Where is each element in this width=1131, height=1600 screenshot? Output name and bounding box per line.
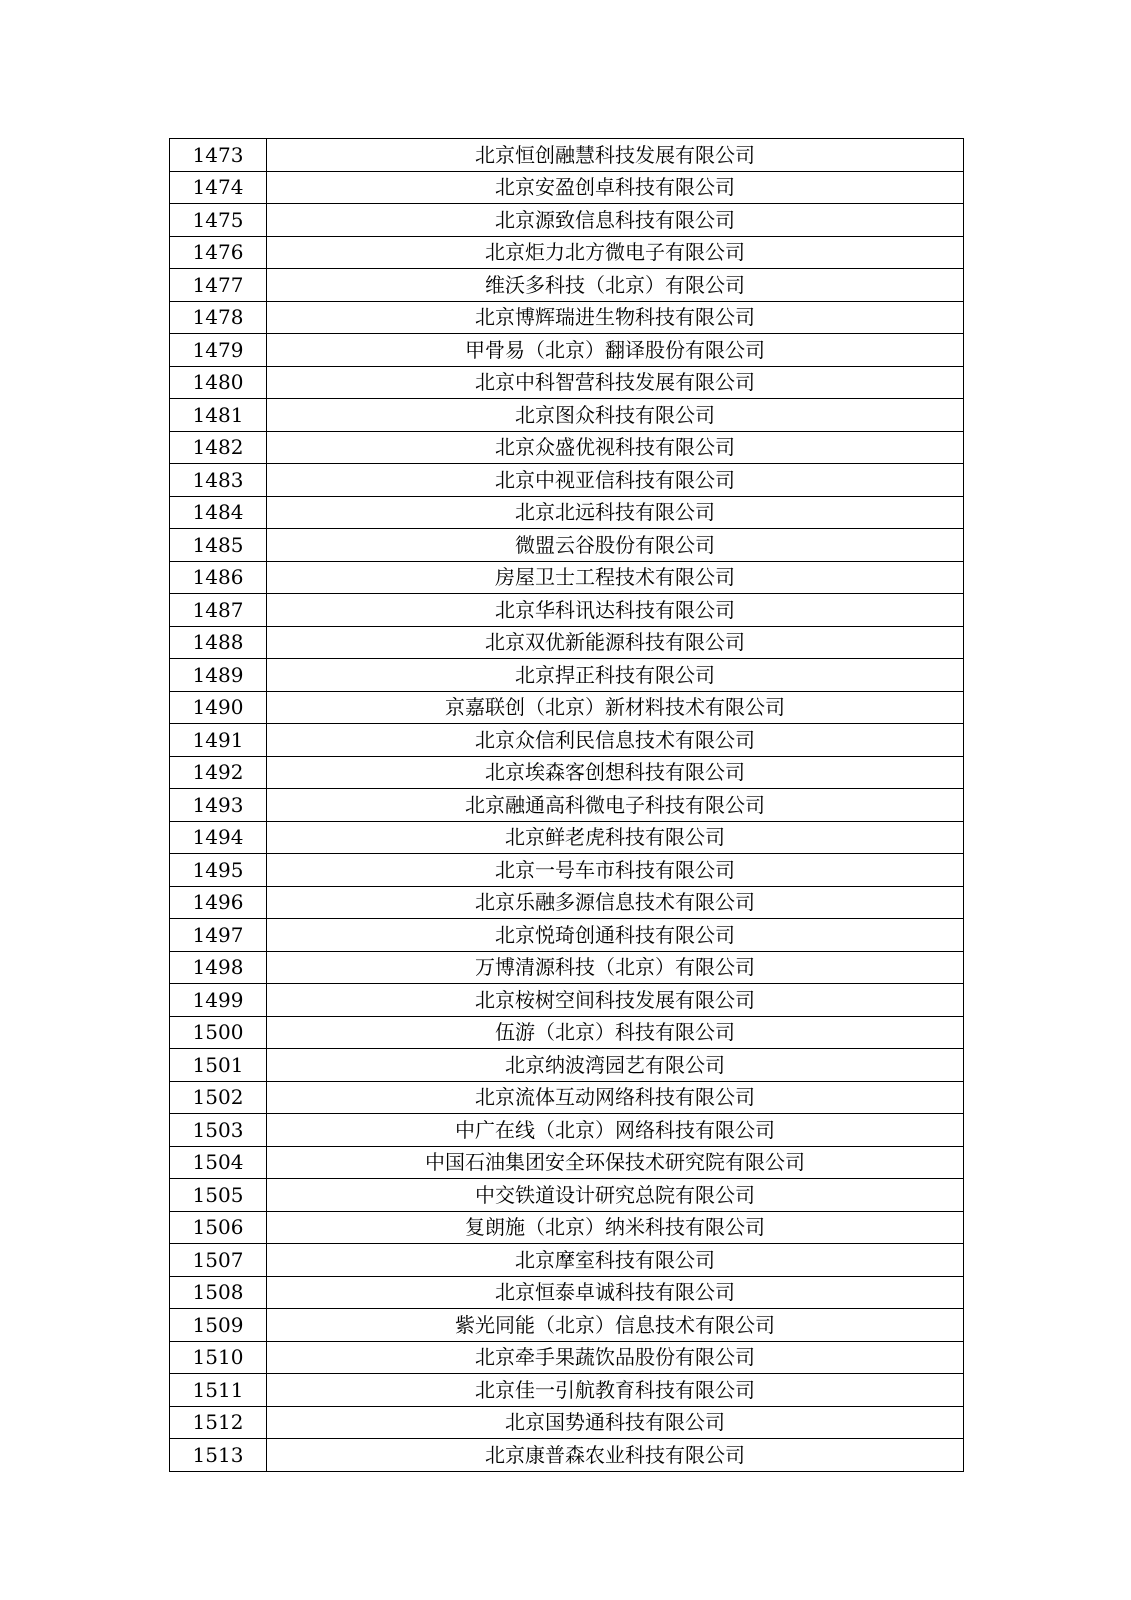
row-number-cell: 1504 — [170, 1146, 267, 1179]
row-number-cell: 1488 — [170, 626, 267, 659]
company-name-cell: 紫光同能（北京）信息技术有限公司 — [267, 1309, 964, 1342]
table-row — [170, 919, 964, 952]
row-number-cell: 1487 — [170, 594, 267, 627]
company-name-cell: 甲骨易（北京）翻译股份有限公司 — [267, 334, 964, 367]
row-number-cell: 1494 — [170, 821, 267, 854]
table-row — [170, 854, 964, 887]
table-row — [170, 1341, 964, 1374]
table-row — [170, 334, 964, 367]
row-number-cell: 1510 — [170, 1341, 267, 1374]
table-row — [170, 269, 964, 302]
row-number-cell: 1511 — [170, 1374, 267, 1407]
company-name-cell: 北京佳一引航教育科技有限公司 — [267, 1374, 964, 1407]
row-number-cell: 1501 — [170, 1049, 267, 1082]
company-name-cell: 北京众盛优视科技有限公司 — [267, 431, 964, 464]
company-name-cell: 北京恒创融慧科技发展有限公司 — [267, 139, 964, 172]
row-number-cell: 1498 — [170, 951, 267, 984]
table-row — [170, 561, 964, 594]
row-number-cell: 1492 — [170, 756, 267, 789]
company-name-cell: 北京炬力北方微电子有限公司 — [267, 236, 964, 269]
table-row — [170, 1439, 964, 1472]
table-row — [170, 1016, 964, 1049]
company-name-cell: 北京恒泰卓诚科技有限公司 — [267, 1276, 964, 1309]
company-name-cell: 北京摩室科技有限公司 — [267, 1244, 964, 1277]
table-row — [170, 1309, 964, 1342]
row-number-cell: 1477 — [170, 269, 267, 302]
company-name-cell: 中国石油集团安全环保技术研究院有限公司 — [267, 1146, 964, 1179]
table-row — [170, 399, 964, 432]
row-number-cell: 1499 — [170, 984, 267, 1017]
row-number-cell: 1497 — [170, 919, 267, 952]
row-number-cell: 1485 — [170, 529, 267, 562]
company-name-cell: 北京悦琦创通科技有限公司 — [267, 919, 964, 952]
company-name-cell: 北京中视亚信科技有限公司 — [267, 464, 964, 497]
company-list-body — [170, 139, 964, 1472]
table-row — [170, 626, 964, 659]
table-row — [170, 496, 964, 529]
company-list-table — [169, 138, 964, 1472]
table-row — [170, 1244, 964, 1277]
company-name-cell: 万博清源科技（北京）有限公司 — [267, 951, 964, 984]
company-name-cell: 北京双优新能源科技有限公司 — [267, 626, 964, 659]
company-name-cell: 北京鲜老虎科技有限公司 — [267, 821, 964, 854]
table-row — [170, 301, 964, 334]
row-number-cell: 1474 — [170, 171, 267, 204]
row-number-cell: 1480 — [170, 366, 267, 399]
company-name-cell: 维沃多科技（北京）有限公司 — [267, 269, 964, 302]
company-name-cell: 中交铁道设计研究总院有限公司 — [267, 1179, 964, 1212]
company-name-cell: 北京源致信息科技有限公司 — [267, 204, 964, 237]
company-name-cell: 北京安盈创卓科技有限公司 — [267, 171, 964, 204]
row-number-cell: 1496 — [170, 886, 267, 919]
company-name-cell: 北京牵手果蔬饮品股份有限公司 — [267, 1341, 964, 1374]
table-row — [170, 691, 964, 724]
table-row — [170, 366, 964, 399]
row-number-cell: 1508 — [170, 1276, 267, 1309]
row-number-cell: 1509 — [170, 1309, 267, 1342]
company-name-cell: 北京国势通科技有限公司 — [267, 1406, 964, 1439]
row-number-cell: 1493 — [170, 789, 267, 822]
row-number-cell: 1478 — [170, 301, 267, 334]
table-row — [170, 789, 964, 822]
company-name-cell: 北京纳波湾园艺有限公司 — [267, 1049, 964, 1082]
table-row — [170, 139, 964, 172]
table-row — [170, 886, 964, 919]
company-name-cell: 复朗施（北京）纳米科技有限公司 — [267, 1211, 964, 1244]
company-name-cell: 微盟云谷股份有限公司 — [267, 529, 964, 562]
row-number-cell: 1476 — [170, 236, 267, 269]
table-row — [170, 984, 964, 1017]
company-name-cell: 伍游（北京）科技有限公司 — [267, 1016, 964, 1049]
table-row — [170, 951, 964, 984]
company-name-cell: 北京一号车市科技有限公司 — [267, 854, 964, 887]
row-number-cell: 1489 — [170, 659, 267, 692]
company-name-cell: 北京中科智营科技发展有限公司 — [267, 366, 964, 399]
table-row — [170, 1049, 964, 1082]
row-number-cell: 1486 — [170, 561, 267, 594]
company-name-cell: 北京众信利民信息技术有限公司 — [267, 724, 964, 757]
table-row — [170, 1211, 964, 1244]
row-number-cell: 1506 — [170, 1211, 267, 1244]
table-row — [170, 821, 964, 854]
row-number-cell: 1503 — [170, 1114, 267, 1147]
table-row — [170, 204, 964, 237]
row-number-cell: 1507 — [170, 1244, 267, 1277]
table-row — [170, 1114, 964, 1147]
table-row — [170, 724, 964, 757]
company-name-cell: 北京华科讯达科技有限公司 — [267, 594, 964, 627]
table-row — [170, 171, 964, 204]
row-number-cell: 1482 — [170, 431, 267, 464]
row-number-cell: 1491 — [170, 724, 267, 757]
company-name-cell: 北京图众科技有限公司 — [267, 399, 964, 432]
company-name-cell: 北京埃森客创想科技有限公司 — [267, 756, 964, 789]
company-name-cell: 北京北远科技有限公司 — [267, 496, 964, 529]
row-number-cell: 1473 — [170, 139, 267, 172]
table-row — [170, 431, 964, 464]
row-number-cell: 1475 — [170, 204, 267, 237]
company-name-cell: 中广在线（北京）网络科技有限公司 — [267, 1114, 964, 1147]
company-name-cell: 房屋卫士工程技术有限公司 — [267, 561, 964, 594]
company-name-cell: 北京桉树空间科技发展有限公司 — [267, 984, 964, 1017]
company-name-cell: 北京乐融多源信息技术有限公司 — [267, 886, 964, 919]
table-row — [170, 594, 964, 627]
table-row — [170, 464, 964, 497]
row-number-cell: 1505 — [170, 1179, 267, 1212]
table-row — [170, 1276, 964, 1309]
table-row — [170, 659, 964, 692]
company-name-cell: 北京流体互动网络科技有限公司 — [267, 1081, 964, 1114]
table-row — [170, 1179, 964, 1212]
table-row — [170, 529, 964, 562]
row-number-cell: 1490 — [170, 691, 267, 724]
table-row — [170, 1081, 964, 1114]
table-row — [170, 1406, 964, 1439]
row-number-cell: 1484 — [170, 496, 267, 529]
row-number-cell: 1483 — [170, 464, 267, 497]
row-number-cell: 1479 — [170, 334, 267, 367]
row-number-cell: 1502 — [170, 1081, 267, 1114]
company-name-cell: 北京捍正科技有限公司 — [267, 659, 964, 692]
company-name-cell: 北京康普森农业科技有限公司 — [267, 1439, 964, 1472]
row-number-cell: 1481 — [170, 399, 267, 432]
row-number-cell: 1513 — [170, 1439, 267, 1472]
table-row — [170, 1374, 964, 1407]
table-row — [170, 1146, 964, 1179]
row-number-cell: 1500 — [170, 1016, 267, 1049]
table-row — [170, 756, 964, 789]
company-name-cell: 北京博辉瑞进生物科技有限公司 — [267, 301, 964, 334]
row-number-cell: 1495 — [170, 854, 267, 887]
company-name-cell: 京嘉联创（北京）新材料技术有限公司 — [267, 691, 964, 724]
table-row — [170, 236, 964, 269]
company-name-cell: 北京融通高科微电子科技有限公司 — [267, 789, 964, 822]
row-number-cell: 1512 — [170, 1406, 267, 1439]
